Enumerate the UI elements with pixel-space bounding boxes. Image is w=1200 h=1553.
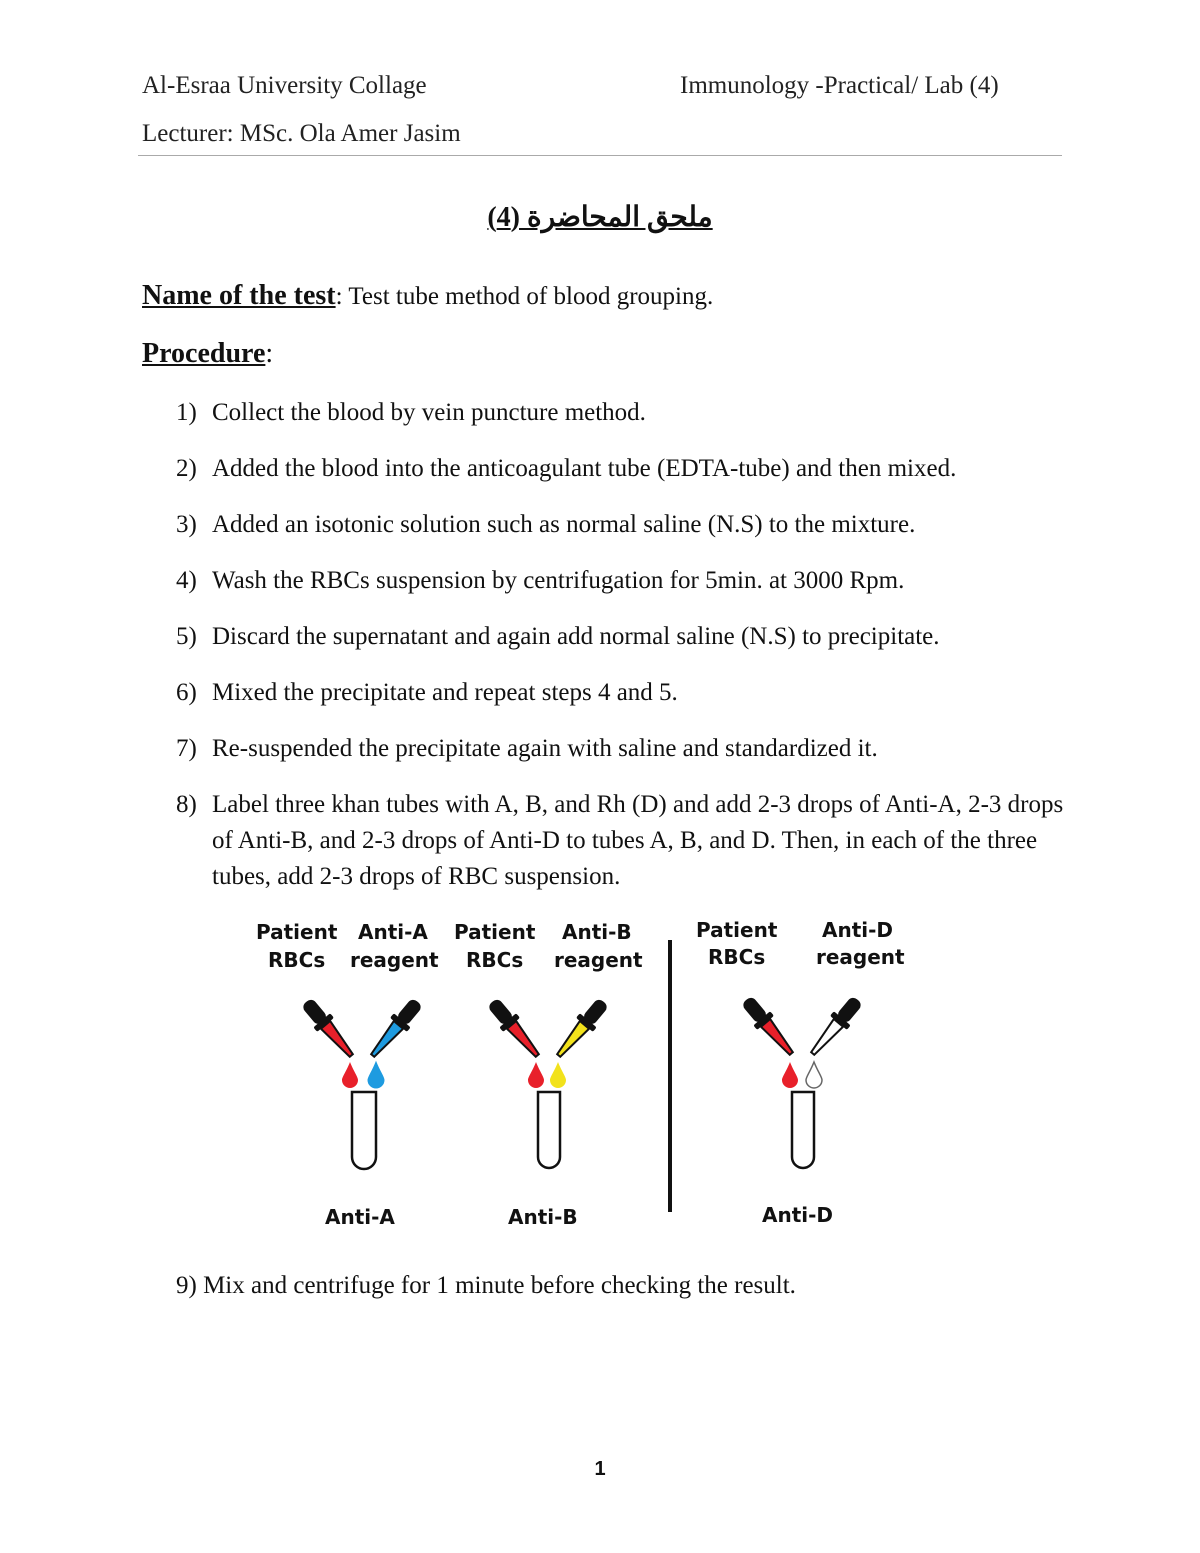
step-9: 9) Mix and centrifuge for 1 minute before checking the result. — [176, 1272, 796, 1299]
page-number: 1 — [594, 1458, 606, 1480]
step-number: 7) — [176, 735, 197, 762]
step-item — [176, 563, 1076, 599]
step-number: 5) — [176, 623, 197, 650]
step-text: Discard the supernatant and again add normal saline (N.S) to precipitate. — [212, 623, 940, 650]
group-divider — [668, 940, 672, 1212]
tube-label-anti-a: Anti-A — [325, 1205, 395, 1229]
group-anti-b — [454, 920, 643, 1229]
patient-label-1: Patient — [256, 920, 338, 944]
step-number: 1) — [176, 399, 197, 426]
rbcs-label-2: RBCs — [466, 948, 524, 972]
patient-label-3: Patient — [696, 918, 778, 942]
reagent-label-2: reagent — [554, 948, 643, 972]
step-text: Added the blood into the anticoagulant tube (EDTA-tube) and then mixed. — [212, 455, 957, 482]
group-anti-a — [256, 920, 439, 1229]
page-title: ملحق المحاضرة (4) — [487, 202, 713, 233]
reagent-dropper-icon — [550, 995, 612, 1063]
header-course: Immunology -Practical/ Lab (4) — [680, 72, 999, 99]
step-number: 8) — [176, 791, 197, 818]
reagent-label-1: reagent — [350, 948, 439, 972]
test-tube-icon — [792, 1092, 814, 1168]
procedure-label: Procedure — [142, 338, 266, 369]
test-name-line — [142, 280, 713, 312]
step-number: 4) — [176, 567, 197, 594]
patient-label-2: Patient — [454, 920, 536, 944]
header-lecturer: Lecturer: MSc. Ola Amer Jasim — [142, 120, 461, 147]
reagent-label-3: reagent — [816, 945, 905, 969]
step-text: Re-suspended the precipitate again with saline and standardized it. — [212, 735, 878, 762]
reagent-dropper-icon — [364, 995, 426, 1063]
step-item — [176, 451, 1076, 487]
group-anti-d — [696, 918, 905, 1227]
step-text: Mixed the precipitate and repeat steps 4 and 5. — [212, 679, 678, 706]
step-item — [176, 395, 1076, 431]
test-name-separator: : — [335, 283, 343, 310]
anti-d-label: Anti-D — [822, 918, 894, 942]
test-tube-icon — [538, 1092, 560, 1168]
test-name-label: Name of the test — [142, 280, 336, 311]
rbc-dropper-icon — [738, 993, 800, 1061]
step-text: Added an isotonic solution such as normal saline (N.S) to the mixture. — [212, 511, 916, 538]
step-number: 6) — [176, 679, 197, 706]
test-tube-icon — [352, 1092, 376, 1169]
step-number: 3) — [176, 511, 197, 538]
header-institution: Al-Esraa University Collage — [142, 72, 427, 99]
step-item — [176, 507, 1076, 543]
reagent-drop-icon — [806, 1062, 822, 1088]
step-item — [176, 787, 1076, 895]
rbcs-label-1: RBCs — [268, 948, 326, 972]
procedure-heading — [142, 338, 273, 370]
reagent-drop-icon — [368, 1062, 384, 1088]
rbc-drop-icon — [528, 1062, 544, 1088]
step-text: Wash the RBCs suspension by centrifugation for 5min. at 3000 Rpm. — [212, 567, 905, 594]
step-item — [176, 619, 1076, 655]
rbc-dropper-icon — [298, 995, 360, 1063]
step-text: Label three khan tubes with A, B, and Rh (D) and add 2-3 drops of Anti-A, 2-3 drops of Anti-B, and 2-3 drops of Anti-D to tubes A, B, and D. Then, in each of the three tubes, add 2-3 drops of RBC suspension. — [212, 791, 1064, 890]
reagent-drop-icon — [550, 1062, 566, 1088]
rbc-drop-icon — [342, 1062, 358, 1088]
procedure-separator: : — [265, 338, 274, 369]
procedure-steps — [176, 395, 1076, 915]
test-name-value: Test tube method of blood grouping. — [342, 283, 714, 310]
blood-grouping-diagram — [250, 912, 930, 1242]
step-number: 2) — [176, 455, 197, 482]
step-item — [176, 675, 1076, 711]
header-divider — [138, 155, 1062, 156]
step-item — [176, 731, 1076, 767]
tube-label-anti-d: Anti-D — [762, 1203, 834, 1227]
rbcs-label-3: RBCs — [708, 945, 766, 969]
anti-b-label: Anti-B — [562, 920, 632, 944]
rbc-dropper-icon — [484, 995, 546, 1063]
reagent-dropper-icon — [804, 993, 866, 1061]
rbc-drop-icon — [782, 1062, 798, 1088]
anti-a-label: Anti-A — [358, 920, 428, 944]
step-text: Collect the blood by vein puncture method. — [212, 399, 646, 426]
tube-label-anti-b: Anti-B — [508, 1205, 578, 1229]
